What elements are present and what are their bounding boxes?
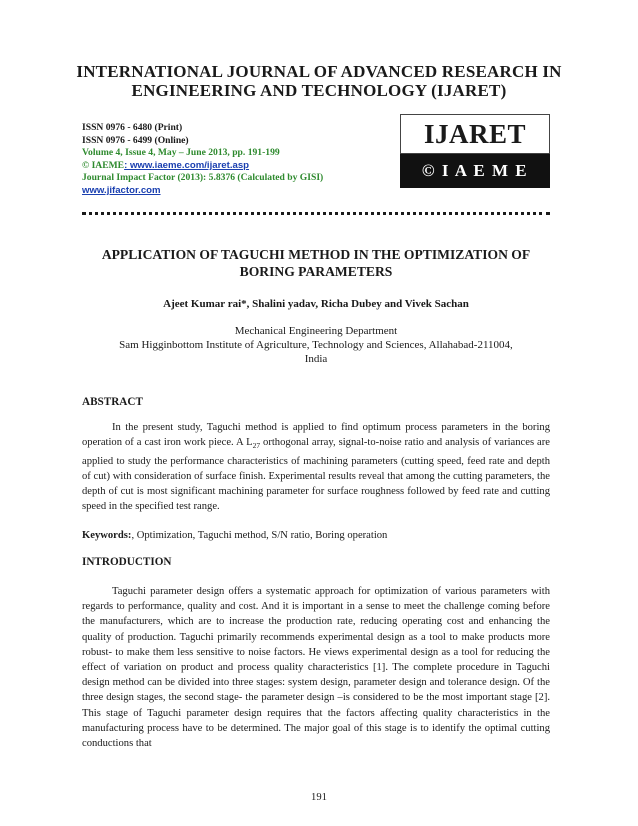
iaeme-link[interactable]: : www.iaeme.com/ijaret.asp — [124, 159, 250, 171]
journal-title-line2: ENGINEERING AND TECHNOLOGY (IJARET) — [131, 81, 507, 100]
issn-print: ISSN 0976 - 6480 (Print) — [82, 122, 183, 133]
jifactor-link[interactable]: www.jifactor.com — [82, 184, 161, 196]
journal-title — [60, 62, 578, 100]
country: India — [304, 353, 328, 365]
iaeme-logo: © I A E M E — [400, 154, 550, 188]
issn-online: ISSN 0976 - 6499 (Online) — [82, 134, 189, 146]
abstract-text — [82, 420, 550, 514]
impact-factor: Journal Impact Factor (2013): 5.8376 (Calculated by GISI) — [82, 172, 324, 184]
paper-title-line2: BORING PARAMETERS — [239, 264, 393, 279]
introduction-heading: INTRODUCTION — [82, 556, 172, 568]
introduction-text: Taguchi parameter design offers a systematic approach for optimization of various parameters with regards to performance, quality and cost. And it is important in a sense to meet the challenge coming before the manufacturers, which are to increase the production rate, reducing operating cost and enhancing the quality of production. Taguchi primarily recommends experimental design as a tool to make products more robust- to make them less sensitive to noise factors. He views experimental design as a tool for reducing the effect of variation on product and process quality characteristics [1]. The complete procedure in Taguchi design method can be divided into three stages: system design, parameter design and tolerance design. Of the three design stages, the second stage- the parameter design –is considered to be the most important stage [2]. This stage of Taguchi parameter design requires that the factors affecting quality characteristics in the manufacturing process have to be determined. The major goal of this stage is to identify the optimal cutting conductions that — [82, 586, 550, 750]
keywords — [82, 530, 387, 541]
abstract-part1: In the present study, Taguchi method is applied to find optimum process parameters in the boring operation of a cast iron work piece. A L — [82, 422, 550, 449]
journal-meta — [82, 122, 382, 198]
keywords-text: , Optimization, Taguchi method, S/N ratio, Boring operation — [131, 530, 388, 541]
ijaret-logo: IJARET — [400, 114, 550, 154]
page-number: 191 — [311, 792, 327, 803]
paper-title — [82, 246, 550, 280]
abstract-heading: ABSTRACT — [82, 396, 143, 408]
abstract-subscript: 27 — [252, 441, 261, 451]
volume-info: Volume 4, Issue 4, May – June 2013, pp. 191-199 — [82, 147, 280, 159]
abstract-part2: orthogonal array, signal-to-noise ratio and analysis of variances are applied to study the performance characteristics of machining parameters (cutting speed, feed rate and depth of cut) with consideration of surface finish. Experimental results reveal that among the cutting parameters, the depth of cut is most significant machining parameter for surface roughness followed by feed rate and cutting speed in the specified test range. — [82, 437, 550, 513]
paper-title-line1: APPLICATION OF TAGUCHI METHOD IN THE OPTIMIZATION OF — [101, 247, 531, 262]
department: Mechanical Engineering Department — [234, 325, 398, 337]
iaeme-prefix: © IAEME — [82, 159, 125, 171]
institute: Sam Higginbottom Institute of Agriculture, Technology and Sciences, Allahabad-211004, — [119, 339, 513, 351]
keywords-label: Keywords: — [82, 530, 132, 541]
dotted-divider — [82, 212, 550, 215]
affiliation — [82, 324, 550, 366]
iaeme-line — [82, 160, 382, 173]
journal-title-line1: INTERNATIONAL JOURNAL OF ADVANCED RESEARCH IN — [76, 62, 562, 81]
authors: Ajeet Kumar rai*, Shalini yadav, Richa Dubey and Vivek Sachan — [163, 298, 469, 310]
